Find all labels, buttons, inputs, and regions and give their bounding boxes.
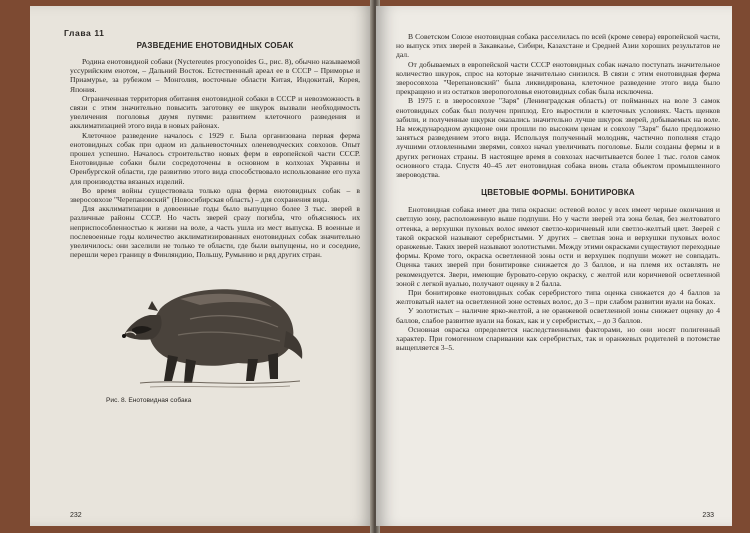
- section-title: ЦВЕТОВЫЕ ФОРМЫ. БОНИТИРОВКА: [481, 188, 635, 198]
- right-page: [376, 6, 732, 526]
- paragraph: Во время войны существовала только одна ферма енотовидных собак – в зверосовхозе "Черепановский" (Новосибирская область) – для сохранения вида.: [70, 185, 360, 205]
- paragraph: При бонитировке енотовидных собак серебристого типа оценка снижается до 4 баллов за желтоватый налет на осветленной зоне остевых волос, до 3 – при слабом развитии вуали на боках.: [396, 288, 720, 307]
- page-number: 233: [702, 512, 714, 519]
- paragraph: Для акклиматизации в довоенные годы было выпущено более 3 тыс. зверей в различные районы СССР. Но часть зверей сразу погибла, что объясняюсь их неприспособленностью к жизни на воле, а часть ушла из мест выпуска. В военные и послевоенные годы количество акклиматизированных енотовидных собак значительно увеличилось: они заселили не только те области, где были выпущены, но и соседние, перешли через границу в Финляндию, Польшу, Румынию и ряд других стран.: [70, 204, 360, 260]
- figure-caption: Рис. 8. Енотовидная собака: [106, 397, 192, 405]
- paragraph: В 1975 г. в зверосовхозе "Заря" (Ленинградская область) от пойманных на воле 3 самок енотовидных собак был получен приплод. Его выростили в клеточных условиях. Часть щенков забили, и полученные шкурки оказались значительно лучше шкурок зверей, добываемых на воле. На международном аукционе они прошли по высоким ценам и совхозу "Заря" было предложено заняться разведением этого вида. Используя полученный молодняк, частично пополняя стадо лучшими отловленными зверями, совхоз начал увеличивать поголовье. Были созданы фермы и в других регионах страны. В настоящее время в совхозах насчитывается более 1 тыс. голов самок основного стада. Спустя 40–45 лет енотовидная собака вновь стала объектом промышленного звероводства.: [396, 96, 720, 180]
- paragraph: Ограниченная территория обитания енотовидной собаки в СССР и невозможность в связи с этим значительно повысить заготовку ее шкурок вызвали необходимость увеличения поголовья двумя путями: развитием клеточного разведения и акклиматизацией этого вида в новых районах.: [70, 93, 360, 131]
- paragraph: Енотовидная собака имеет два типа окраски: остевой волос у всех имеет черные окончания и светлую зону, расположенную выше подпуши. Но у части зверей эта зона белая, без желтоватого оттенка, а верхушки пуховых волос имеют светло-коричневый или светло-желтый цвет. Зверей с такой окраской называют серебристыми. У других – светлая зона и верхушки пуховых волос оранжевые. Таких зверей называют золотистыми. Между этими окрасками существуют переходные формы. Кроме того, окраска осветленной зоны ости и верхушек подпуши может не совпадать. Оценка таких зверей при бонитировке снижается до 3 баллов, и на племя их оставлять не рекомендуется. Звери, имеющие буровато-серую окраску, с желтой или коричневой осветленной зоной с легкой вуалью, получают оценку в 2 балла.: [396, 205, 720, 288]
- left-page: [30, 6, 374, 526]
- paragraph: От добываемых в европейской части СССР енотовидных собак начало поступать значительное количество шкурок, спрос на которые значительно снизился. В связи с этим енотовидная ферма зверосовхоза "Черепановский" была ликвидирована, клеточное разведение этого вида было прекращено и из остатков зверопоголовья енотовидных собак была исключена.: [396, 59, 720, 97]
- paragraph: Основная окраска определяется наследственными факторами, но они носят полигенный характер. При гомогенном спаривании как серебристых, так и оранжевых родителей в потомстве выщепляется 3–5.: [396, 324, 720, 353]
- page-number: 232: [70, 512, 82, 519]
- paragraph: В Советском Союзе енотовидная собака расселилась по всей (кроме севера) европейской части, но выпуск этих зверей в Закавказье, Сибири, Казахстане и Средней Азии хороших результатов не дал.: [396, 32, 720, 60]
- paragraph: У золотистых – наличие ярко-желтой, а не оранжевой осветленной зоны снижает оценку до 4 баллов, слабое развитие вуали на боках, как и у серебристых, – до 3 баллов.: [396, 306, 720, 325]
- figure: [70, 269, 360, 409]
- paragraph: Клеточное разведение началось с 1929 г. Была организована первая ферма енотовидных собак при одном из дальневосточных оленеводческих совхозов. Опыт прошел успешно. Началось строительство новых ферм в европейской части СССР. Енотовидные собаки были сосредоточены в основном в колхозах Украины и Оренбургской области, где развитию этого вида способствовало использование его пуха для производства вязаных изделий.: [70, 130, 360, 186]
- paragraph: Родина енотовидной собаки (Nyctereutes procyonoides G., рис. 8), обычно называемой уссурийским енотом, – Дальний Восток. Естественный ареал ее в СССР – Приморье и Приамурье, за рубежом – Монголия, восточные области Китая, Индокитай, Корея, Япония.: [70, 57, 360, 94]
- chapter-title: РАЗВЕДЕНИЕ ЕНОТОВИДНЫХ СОБАК: [136, 41, 294, 50]
- raccoon-dog-illustration: [120, 269, 310, 397]
- chapter-label: Глава 11: [64, 28, 105, 38]
